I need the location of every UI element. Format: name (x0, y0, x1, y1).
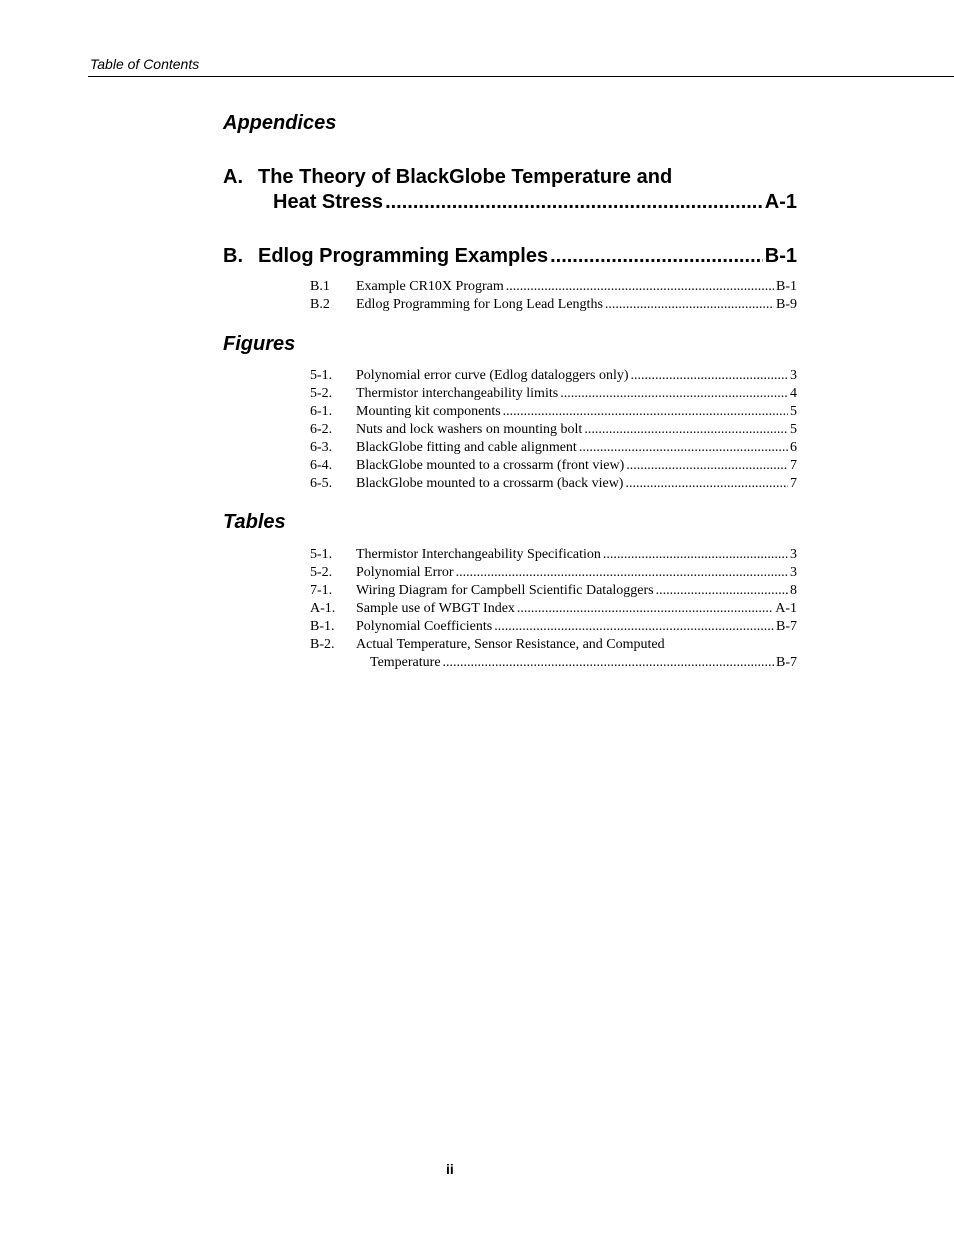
dot-leader (605, 296, 774, 314)
table-entry[interactable] (310, 564, 797, 582)
entry-page: B-9 (776, 297, 797, 312)
entry-number: 6-5. (310, 476, 333, 491)
appendix-b-entry[interactable] (223, 244, 797, 269)
entry-number: 5-1. (310, 547, 333, 562)
entry-title-line2: Temperature (370, 655, 441, 670)
entry-title: BlackGlobe mounted to a crossarm (front view) (356, 458, 625, 473)
dot-leader (506, 278, 774, 296)
entry-page: B-7 (776, 655, 797, 670)
entry-number: 7-1. (310, 583, 333, 598)
dot-leader (579, 439, 788, 457)
header-rule (88, 76, 954, 77)
entry-number: B.1 (310, 279, 330, 294)
figure-entry[interactable] (310, 475, 797, 493)
table-entry[interactable] (310, 618, 797, 636)
dot-leader (494, 618, 774, 636)
entry-title: Nuts and lock washers on mounting bolt (356, 422, 583, 437)
running-header-title: Table of Contents (90, 56, 200, 72)
figure-entry[interactable] (310, 439, 797, 457)
table-entry[interactable] (310, 636, 797, 654)
tables-list (310, 546, 797, 672)
entry-number: 6-1. (310, 404, 333, 419)
entry-number: 5-2. (310, 386, 333, 401)
entry-title: Sample use of WBGT Index (356, 601, 515, 616)
entry-page: B-7 (776, 619, 797, 634)
entry-number: A-1. (310, 601, 336, 616)
entry-page: A-1 (775, 601, 797, 616)
figure-entry[interactable] (310, 457, 797, 475)
appendix-a-number: A. (223, 166, 243, 188)
entry-page: 8 (790, 583, 797, 598)
entry-page: 6 (790, 440, 797, 455)
toc-entry-b1[interactable] (310, 278, 797, 296)
figure-entry[interactable] (310, 367, 797, 385)
entry-page: 3 (790, 547, 797, 562)
appendix-b-subentries (310, 278, 797, 314)
entry-page: 7 (790, 458, 797, 473)
entry-page: 4 (790, 386, 797, 401)
entry-page: 5 (790, 404, 797, 419)
toc-entry-b2[interactable] (310, 296, 797, 314)
entry-page: 5 (790, 422, 797, 437)
entry-title: Example CR10X Program (356, 279, 504, 294)
dot-leader (560, 385, 788, 403)
appendices-heading: Appendices (223, 112, 337, 134)
entry-number: 6-3. (310, 440, 333, 455)
figure-entry[interactable] (310, 421, 797, 439)
entry-number: 6-4. (310, 458, 333, 473)
appendix-b-title: Edlog Programming Examples (258, 245, 549, 267)
figure-entry[interactable] (310, 403, 797, 421)
entry-title: Polynomial error curve (Edlog dataloggers only) (356, 368, 629, 383)
dot-leader (517, 600, 773, 618)
dot-leader (550, 244, 763, 269)
tables-heading: Tables (223, 511, 286, 533)
entry-title: Edlog Programming for Long Lead Lengths (356, 297, 603, 312)
entry-number: B-2. (310, 637, 335, 652)
page-number: ii (446, 1161, 454, 1177)
dot-leader (584, 421, 788, 439)
dot-leader (443, 654, 774, 672)
entry-title: Thermistor Interchangeability Specification (356, 547, 601, 562)
entry-title: Mounting kit components (356, 404, 501, 419)
figures-list (310, 367, 797, 493)
appendix-a-title-line2: Heat Stress (273, 191, 384, 213)
entry-page: 3 (790, 565, 797, 580)
table-entry[interactable] (310, 546, 797, 564)
table-entry[interactable] (310, 582, 797, 600)
figures-heading: Figures (223, 333, 296, 355)
entry-page: B-1 (776, 279, 797, 294)
entry-page: 3 (790, 368, 797, 383)
entry-number: B-1. (310, 619, 335, 634)
entry-title: Polynomial Coefficients (356, 619, 493, 634)
appendix-a-entry[interactable] (223, 165, 797, 215)
dot-leader (503, 403, 788, 421)
entry-number: 5-2. (310, 565, 333, 580)
entry-number: 6-2. (310, 422, 333, 437)
dot-leader (656, 582, 788, 600)
appendix-b-page: B-1 (764, 245, 797, 267)
table-entry[interactable] (310, 600, 797, 618)
entry-number: 5-1. (310, 368, 333, 383)
appendix-b-number: B. (223, 245, 243, 267)
entry-title: BlackGlobe mounted to a crossarm (back view) (356, 476, 624, 491)
table-entry-continuation[interactable] (310, 654, 797, 672)
dot-leader (385, 190, 763, 215)
appendix-a-page: A-1 (764, 191, 797, 213)
entry-title: BlackGlobe fitting and cable alignment (356, 440, 577, 455)
dot-leader (625, 475, 788, 493)
entry-title-line1: Actual Temperature, Sensor Resistance, and Computed (356, 637, 665, 652)
entry-title: Wiring Diagram for Campbell Scientific Dataloggers (356, 583, 654, 598)
entry-title: Polynomial Error (356, 565, 454, 580)
dot-leader (631, 367, 788, 385)
appendix-a-title-line1: The Theory of BlackGlobe Temperature and (258, 166, 673, 188)
figure-entry[interactable] (310, 385, 797, 403)
dot-leader (456, 564, 788, 582)
dot-leader (603, 546, 788, 564)
entry-number: B.2 (310, 297, 330, 312)
entry-title: Thermistor interchangeability limits (356, 386, 559, 401)
entry-page: 7 (790, 476, 797, 491)
dot-leader (626, 457, 788, 475)
